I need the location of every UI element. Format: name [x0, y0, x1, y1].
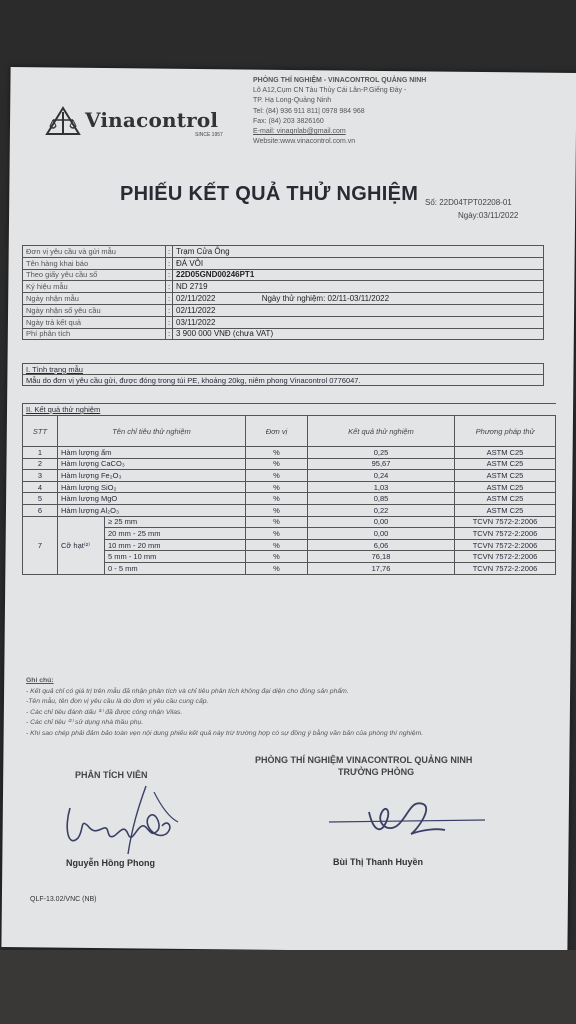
cell-unit: %: [246, 470, 308, 482]
table-row: [23, 458, 556, 470]
info-value: 02/11/2022: [173, 304, 544, 316]
info-row: [23, 328, 544, 340]
cell-unit: %: [246, 458, 308, 470]
info-label: Tên hàng khai báo: [23, 257, 166, 269]
lab-website[interactable]: Website:www.vinacontrol.com.vn: [253, 138, 356, 146]
manager-signature: [325, 790, 495, 850]
analyst-name: Nguyễn Hồng Phong: [66, 858, 155, 868]
col-header-name: Tên chỉ tiêu thử nghiệm: [58, 416, 246, 447]
note-line: -Tên mẫu, tên đơn vị yêu cầu là do đơn vị yêu cầu cung cấp.: [26, 698, 209, 705]
cell-name: Hàm lượng Al₂O₃: [58, 504, 246, 516]
lab-name: PHÒNG THÍ NGHIỆM - VINACONTROL QUẢNG NINH: [253, 77, 427, 84]
cell-stt: 7: [23, 516, 58, 574]
cell-result: 95,67: [308, 458, 455, 470]
cell-unit: %: [246, 516, 308, 528]
info-value: [173, 293, 544, 305]
background-surface: [0, 950, 576, 1024]
cell-result: 6,06: [308, 539, 455, 551]
info-label: Theo giấy yêu cầu số: [23, 269, 166, 281]
analyst-signature: [58, 778, 198, 858]
form-code: QLF-13.02/VNC (NB): [30, 896, 97, 903]
lab-address-line: Lô A12,Cụm CN Tàu Thủy Cái Lân-P.Giếng Đáy -: [253, 87, 407, 95]
cell-method: ASTM C25: [455, 458, 556, 470]
note-line: - Khi sao chép phải đảm bảo toàn vẹn nội dung phiếu kết quả này trừ trường hợp có sự đồng ý bằng văn bản của phòng thí nghiệm.: [26, 729, 424, 737]
info-value: ND 2719: [173, 281, 544, 293]
sample-info-table: [22, 245, 544, 340]
info-row: [23, 304, 544, 316]
lab-phone: Tel: (84) 936 911 811| 0978 984 968: [253, 107, 365, 115]
document-title: PHIẾU KẾT QUẢ THỬ NGHIỆM: [120, 183, 419, 205]
table-row: [23, 504, 556, 516]
sample-condition-section: [22, 363, 544, 386]
info-separator: :: [166, 257, 173, 269]
info-row: [23, 246, 544, 258]
info-row: [23, 316, 544, 328]
info-value: 22D05GND00246PT1: [173, 269, 544, 281]
notes-heading: Ghi chú:: [26, 677, 54, 684]
document-date: Ngày:03/11/2022: [458, 211, 519, 220]
cell-result: 0,00: [308, 528, 455, 540]
cell-method: ASTM C25: [455, 493, 556, 505]
lab-contact-block: [253, 76, 513, 147]
scales-logo-icon: [45, 106, 81, 136]
table-row: [23, 516, 556, 528]
document-number: Số: 22D04TPT02208-01: [425, 198, 512, 207]
cell-result: 0,22: [308, 504, 455, 516]
note-line: - Các chỉ tiêu ⁽²⁾ sử dụng nhà thầu phụ.: [26, 719, 144, 726]
info-label: Ngày nhận mẫu: [23, 293, 166, 305]
cell-method: ASTM C25: [455, 481, 556, 493]
cell-stt: 2: [23, 458, 58, 470]
cell-result: 76,18: [308, 551, 455, 563]
section-heading: II. Kết quả thử nghiệm: [23, 404, 556, 416]
info-separator: :: [166, 281, 173, 293]
cell-method: ASTM C25: [455, 447, 556, 459]
cell-grain-size: ≥ 25 mm: [105, 516, 246, 528]
signer-org-title: PHÒNG THÍ NGHIỆM VINACONTROL QUẢNG NINH: [255, 755, 473, 765]
cell-unit: %: [246, 447, 308, 459]
cell-grain-size: 10 mm - 20 mm: [105, 539, 246, 551]
cell-unit: %: [246, 562, 308, 574]
cell-method: TCVN 7572-2:2006: [455, 551, 556, 563]
info-label: Ngày nhận số yêu cầu: [23, 304, 166, 316]
cell-unit: %: [246, 528, 308, 540]
cell-stt: 1: [23, 447, 58, 459]
manager-name: Bùi Thị Thanh Huyền: [333, 857, 423, 867]
analyst-title: PHÂN TÍCH VIÊN: [75, 770, 148, 780]
cell-method: TCVN 7572-2:2006: [455, 516, 556, 528]
receive-date: 02/11/2022: [176, 294, 216, 304]
col-header-unit: Đơn vị: [246, 416, 308, 447]
cell-method: TCVN 7572-2:2006: [455, 562, 556, 574]
cell-stt: 3: [23, 470, 58, 482]
vinacontrol-logo: [45, 106, 225, 138]
cell-stt: 4: [23, 481, 58, 493]
info-value: 03/11/2022: [173, 316, 544, 328]
cell-method: TCVN 7572-2:2006: [455, 528, 556, 540]
info-separator: :: [166, 293, 173, 305]
cell-result: 0,24: [308, 470, 455, 482]
lab-email[interactable]: E-mail: vinaqnlab@gmail.com: [253, 128, 346, 136]
cell-unit: %: [246, 539, 308, 551]
cell-grain-size: 20 mm - 25 mm: [105, 528, 246, 540]
table-row: [23, 481, 556, 493]
info-separator: :: [166, 316, 173, 328]
cell-result: 1,03: [308, 481, 455, 493]
cell-name: Hàm lượng CaCO₃: [58, 458, 246, 470]
info-separator: :: [166, 328, 173, 340]
cell-grain-label: Cỡ hạt⁽²⁾: [58, 516, 105, 574]
cell-name: Hàm lượng SiO₂: [58, 481, 246, 493]
info-row: [23, 269, 544, 281]
cell-result: 0,00: [308, 516, 455, 528]
col-header-result: Kết quả thử nghiệm: [308, 416, 455, 447]
cell-stt: 6: [23, 504, 58, 516]
info-value: 3 900 000 VNĐ (chưa VAT): [173, 328, 544, 340]
sample-condition-text: Mẫu do đơn vị yêu cầu gửi, được đóng trong túi PE, khoảng 20kg, niêm phong Vinacontrol 0776047.: [23, 375, 544, 386]
info-row: [23, 293, 544, 305]
lab-address-line: TP. Hạ Long-Quảng Ninh: [253, 97, 332, 105]
table-header-row: [23, 416, 556, 447]
table-row: [23, 447, 556, 459]
cell-name: Hàm lượng ẩm: [58, 447, 246, 459]
info-value: Trạm Cửa Ông: [173, 246, 544, 258]
table-row: [23, 493, 556, 505]
cell-result: 17,76: [308, 562, 455, 574]
cell-name: Hàm lượng MgO: [58, 493, 246, 505]
cell-result: 0,25: [308, 447, 455, 459]
test-date: Ngày thử nghiệm: 02/11-03/11/2022: [261, 294, 390, 304]
signer-role-title: TRƯỞNG PHÒNG: [338, 767, 415, 777]
info-row: [23, 281, 544, 293]
cell-method: ASTM C25: [455, 504, 556, 516]
info-value: ĐÁ VÔI: [173, 257, 544, 269]
cell-unit: %: [246, 504, 308, 516]
lab-fax: Fax: (84) 203 3826160: [253, 117, 324, 125]
cell-method: TCVN 7572-2:2006: [455, 539, 556, 551]
note-line: - Các chỉ tiêu đánh dấu ⁽¹⁾ đã được công nhận Vilas.: [26, 708, 183, 716]
col-header-stt: STT: [23, 416, 58, 447]
section-heading: I. Tình trạng mẫu: [23, 364, 544, 375]
cell-result: 0,85: [308, 493, 455, 505]
cell-unit: %: [246, 551, 308, 563]
info-label: Ngày trả kết quả: [23, 316, 166, 328]
info-label: Đơn vị yêu cầu và gửi mẫu: [23, 246, 166, 258]
notes-block: [26, 676, 423, 739]
info-label: Ký hiệu mẫu: [23, 281, 166, 293]
cell-grain-size: 0 - 5 mm: [105, 562, 246, 574]
info-separator: :: [166, 269, 173, 281]
table-row: [23, 470, 556, 482]
info-label: Phí phân tích: [23, 328, 166, 340]
logo-wordmark: Vinacontrol: [85, 108, 219, 132]
col-header-method: Phương pháp thử: [455, 416, 556, 447]
cell-name: Hàm lượng Fe₂O₃: [58, 470, 246, 482]
logo-since: SINCE 1957: [195, 132, 223, 138]
cell-unit: %: [246, 481, 308, 493]
info-separator: :: [166, 304, 173, 316]
info-row: [23, 257, 544, 269]
note-line: - Kết quả chỉ có giá trị trên mẫu đã nhận phân tích và chỉ tiêu phân tích không đại diện cho đóng sản phẩm.: [26, 687, 349, 695]
cell-unit: %: [246, 493, 308, 505]
info-separator: :: [166, 246, 173, 258]
cell-grain-size: 5 mm - 10 mm: [105, 551, 246, 563]
cell-stt: 5: [23, 493, 58, 505]
test-results-table: [22, 403, 556, 575]
cell-method: ASTM C25: [455, 470, 556, 482]
